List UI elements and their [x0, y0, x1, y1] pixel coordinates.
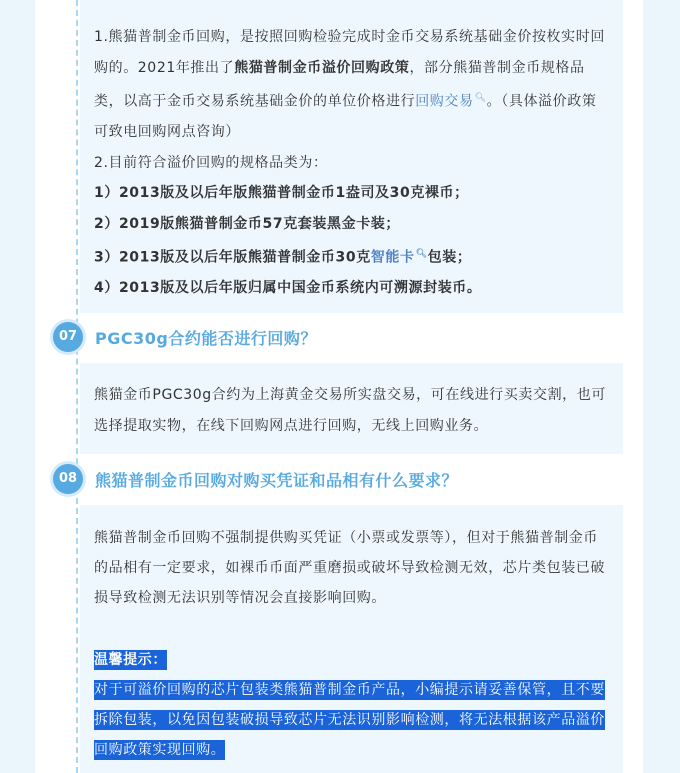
section-06-answer-card [80, 0, 623, 313]
smart-card-link[interactable]: 智能卡 [370, 249, 415, 266]
item-3-text-end: 包装； [427, 249, 472, 266]
timeline-line [76, 0, 78, 773]
eligible-item-4: 4）2013版及以后年版归属中国金币系统内可溯源封装币。 [94, 280, 482, 297]
tip-title: 温馨提示： [94, 652, 167, 668]
section-number-badge: 08 [53, 464, 83, 494]
policy-text: 1.熊猫普制金币回购，是按照回购检验完成时金币交易系统基础金价按枚实时回购的。2021年推出了 [94, 29, 605, 76]
eligible-item-2: 2）2019版熊猫普制金币57克套装黑金卡装； [94, 215, 400, 232]
section-title: 熊猫普制金币回购对购买凭证和品相有什么要求？ [95, 471, 459, 490]
answer-paragraph: 熊猫普制金币回购不强制提供购买凭证（小票或发票等），但对于熊猫普制金币的品相有一定要求，如裸币币面严重磨损或破坏导致检测无效，芯片类包装已破损导致检测无法识别等情况会直接影响回购。 [94, 530, 605, 606]
policy-note: 。（具体溢价政策可致电回购网点咨询） [94, 93, 597, 141]
section-07-answer-card [80, 363, 623, 454]
search-icon[interactable]: 🔍︎ [415, 249, 428, 260]
tip-title-line [94, 645, 609, 675]
search-icon[interactable]: 🔍︎ [474, 93, 487, 103]
item-3-text: 3）2013版及以后年版熊猫普制金币30克 [94, 249, 371, 266]
buyback-trade-link[interactable]: 回购交易 [415, 93, 474, 110]
section-08-header [53, 464, 613, 496]
tip-block [94, 645, 609, 765]
eligible-item-3 [94, 239, 609, 273]
tip-body-line [94, 675, 609, 765]
eligible-item-1: 1）2013版及以后年版熊猫普制金币1盎司及30克裸币； [94, 185, 469, 202]
section-number-badge: 07 [53, 322, 83, 352]
policy-paragraph [94, 22, 609, 148]
section-07-header [53, 322, 613, 354]
section-08-answer-card [80, 505, 623, 773]
eligible-intro: 2.目前符合溢价回购的规格品类为： [94, 154, 328, 171]
tip-body: 对于可溢价回购的芯片包装类熊猫普制金币产品，小编提示请妥善保管，且不要拆除包装，以免因包装破损导致芯片无法识别影响检测，将无法根据该产品溢价回购政策实现回购。 [94, 682, 605, 758]
section-title: PGC30g合约能否进行回购？ [95, 329, 317, 348]
answer-paragraph: 熊猫金币PGC30g合约为上海黄金交易所实盘交易，可在线进行买卖交割，也可选择提取实物，在线下回购网点进行回购，无线上回购业务。 [94, 387, 606, 434]
policy-text-cont: ，部分熊猫普制金币规格品类，以高于金币交易系统基础金价的单位价格进行 [94, 59, 585, 110]
premium-policy-name: 熊猫普制金币溢价回购政策 [234, 59, 410, 76]
